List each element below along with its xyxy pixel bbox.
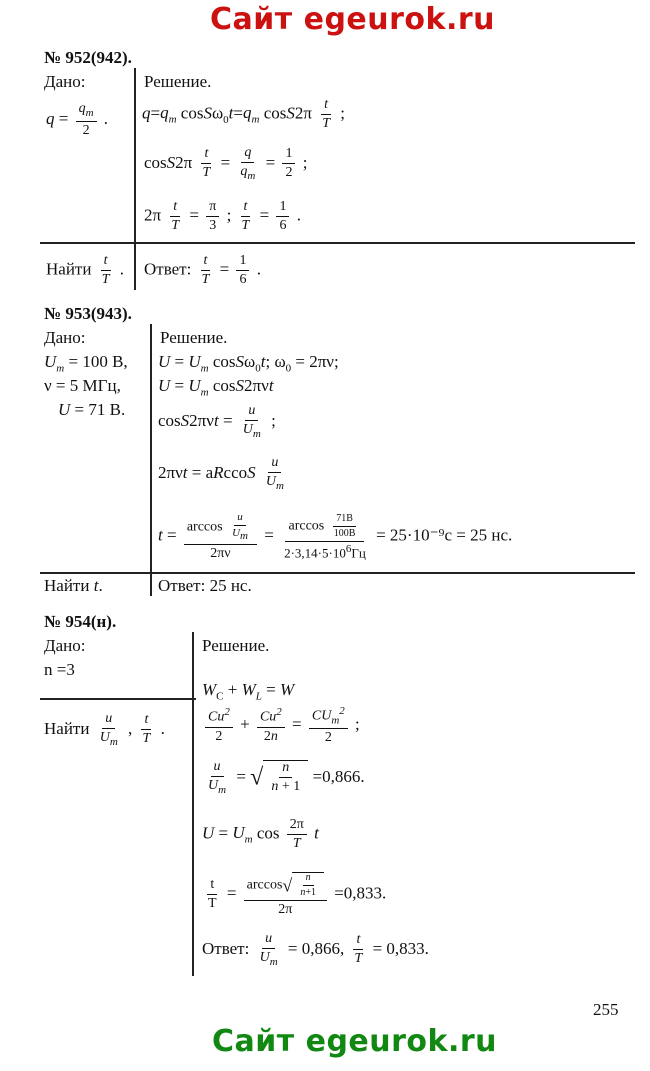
page-number: 255 — [593, 1000, 619, 1019]
problem-953-line1: $U = U_m$ cosSω$_0$t; $\omega_0 = 2\pi\nu$; — [158, 352, 339, 375]
problem-952-title: № 952(942). — [44, 48, 132, 67]
problem-953-line3: cosS2πνt = $\frac{u}{U_m}$ ; — [158, 403, 276, 440]
problem-953-line4: 2πνt = aRccoS $\frac{u}{U_m}$ — [158, 455, 284, 492]
problem-953-otvet: Ответ: 25 нс. — [158, 576, 252, 595]
divider-954-h — [40, 698, 196, 700]
problem-954-line4: $U = U_m$ cos $\frac{2\pi}{T}$ t — [202, 817, 319, 851]
problem-954-naiti: Найти $\frac{u}{U_m}$ , $\frac{t}{T}$ . — [44, 711, 165, 748]
problem-952-line3: 2π $\frac{t}{T}$ = $\frac{\pi}{3}$ ; $\frac{t}{T}$ = $\frac{1}{6}$ . — [144, 199, 301, 233]
problem-952-dano: Дано: — [44, 72, 86, 91]
watermark-bottom: Сайт egeurok.ru — [212, 1024, 498, 1059]
problem-952-reshenie: Решение. — [144, 72, 212, 91]
divider-953 — [150, 324, 152, 596]
problem-954-reshenie: Решение. — [202, 636, 270, 655]
problem-952-given: q = $\frac{q_m}{2}$ . — [46, 101, 109, 138]
problem-954-line5: $\frac{t}{T}$ = arccos√ $\frac{n}{n+1}$ 2π =0,833. — [208, 872, 387, 917]
problem-953-naiti: Найти t. — [44, 576, 103, 595]
divider-952 — [134, 68, 136, 290]
problem-953-title: № 953(943). — [44, 304, 132, 323]
problem-954-line2: $\frac{Cu^2}{2}$ + $\frac{Cu^2}{2n}$ = $\frac{CU_m^2}{2}$ ; — [202, 706, 360, 745]
problem-953-given-1: $U_m = 100$ В, — [44, 352, 128, 375]
divider-953-h — [40, 572, 635, 574]
problem-954-dano: Дано: — [44, 636, 86, 655]
problem-954-title: № 954(н). — [44, 612, 117, 631]
problem-954-otvet: Ответ: $\frac{u}{U_m}$ = 0,866, $\frac{t}{T}$ = 0,833. — [202, 931, 429, 968]
problem-954-line1: $W_C + W_L = W$ — [202, 680, 295, 703]
problem-953-dano: Дано: — [44, 328, 86, 347]
problem-953-line5: t = arccos $\frac{u}{U_m}$ 2πν = arccos $\frac{71В}{100В}$ $2\cdot 3,14\cdot 5\cdot 10^6Гц$ = 25·10⁻⁹c = 25 нс. — [158, 511, 513, 562]
problem-954-line3: $\frac{u}{U_m}$ = √ $\frac{n}{n + 1}$ =0,866. — [208, 759, 365, 796]
problem-953-line2: $U = U_m$ cosS2πνt — [158, 376, 274, 399]
watermark-top: Сайт egeurok.ru — [210, 2, 496, 37]
divider-952-h — [40, 242, 635, 244]
divider-954 — [192, 632, 194, 976]
problem-953-reshenie: Решение. — [160, 328, 228, 347]
problem-953-given-3: U = 71 В. — [58, 400, 126, 419]
problem-952-line2: cosS2π $\frac{t}{T}$ = $\frac{q}{q_m}$ = $\frac{1}{2}$ ; — [144, 145, 308, 182]
problem-953-given-2: ν = 5 МГц, — [44, 376, 121, 395]
problem-952-line1: $q=q_m$ $\cos S\omega_0t=q_m$ cosS2π $\frac{t}{T}$ ; — [142, 97, 345, 131]
problem-952-otvet: Ответ: $\frac{t}{T}$ = $\frac{1}{6}$ . — [144, 253, 261, 287]
problem-952-naiti: Найти $\frac{t}{T}$ . — [46, 253, 124, 287]
problem-954-given: n =3 — [44, 660, 75, 679]
